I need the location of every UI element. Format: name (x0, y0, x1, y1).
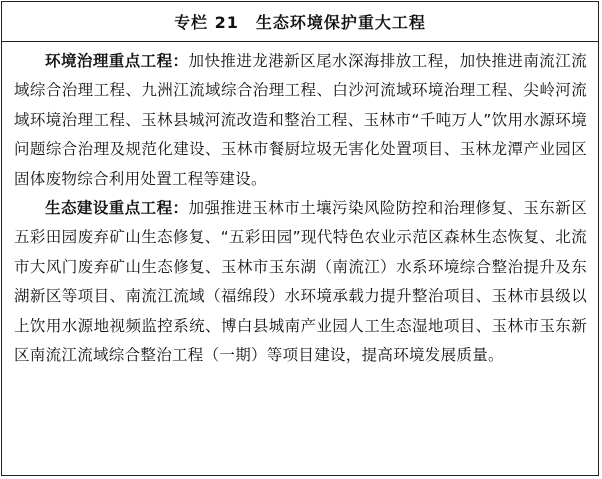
box-content (2, 42, 598, 370)
environmental-governance-paragraph (14, 47, 587, 194)
paragraph-text: 加强推进玉林市土壤污染风险防控和治理修复、玉东新区五彩田园废弃矿山生态修复、“五彩田园”现代特色农业示范区森林生态恢复、北流市大风门废弃矿山生态修复、玉林市玉东湖（南流江）水系环境综合整治提升及东湖新区等项目、南流江流域（福绵段）水环境承载力提升整治项目、玉林市县级以上饮用水源地视频监控系统、博白县城南产业园人工生态湿地项目、玉林市玉东新区南流江流域综合整治工程（一期）等项目建设，提高环境发展质量。 (14, 199, 587, 365)
ecological-construction-paragraph (14, 194, 587, 370)
paragraph-label: 生态建设重点工程： (45, 199, 189, 218)
paragraph-label: 环境治理重点工程： (45, 52, 189, 70)
box-title: 专栏 21 生态环境保护重大工程 (2, 2, 598, 42)
feature-box (1, 1, 599, 476)
paragraph-text: 加快推进龙港新区尾水深海排放工程，加快推进南流江流域综合治理工程、九洲江流域综合治理工程、白沙河流域环境治理工程、尖岭河流域环境治理工程、玉林县城河流改造和整治工程、玉林市“千吨万人”饮用水源环境问题综合治理及规范化建设、玉林市餐厨垃圾无害化处置项目、玉林龙潭产业园区固体废物综合利用处置工程等建设。 (14, 52, 587, 188)
